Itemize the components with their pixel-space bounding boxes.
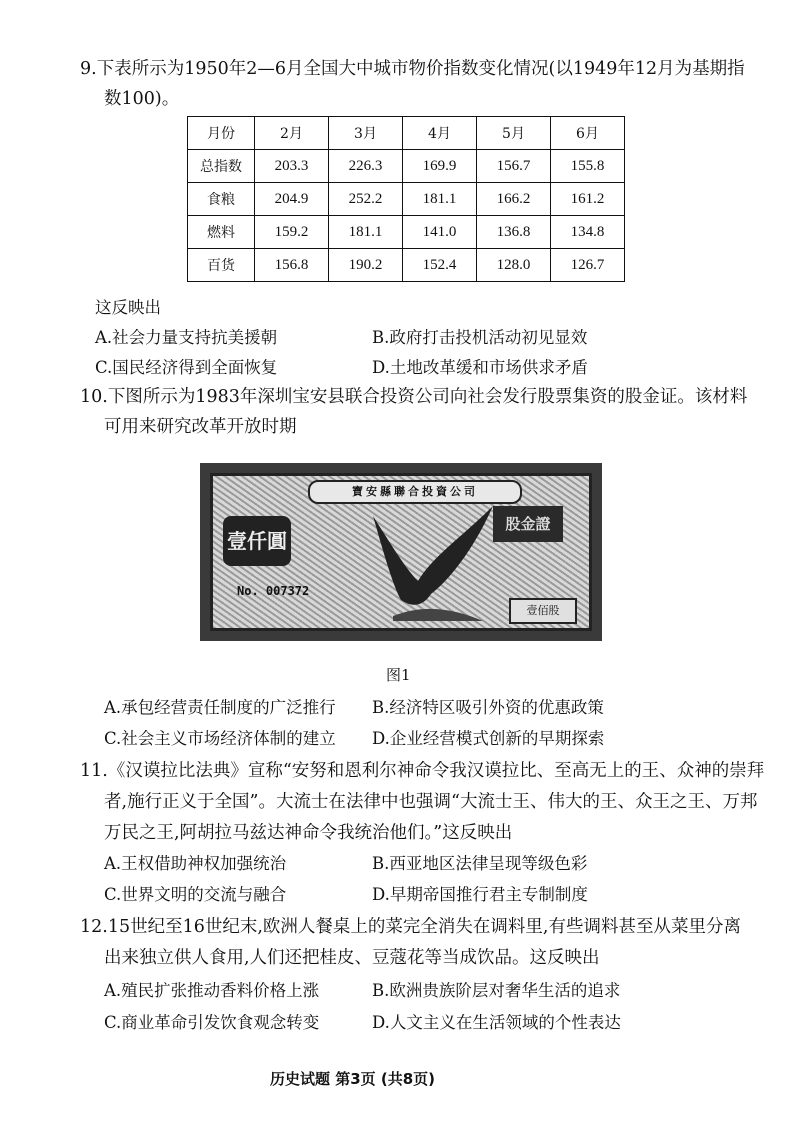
- eagle-icon: [353, 496, 503, 631]
- table-row-label: 燃料: [188, 216, 255, 249]
- certificate-kind: 股金證: [493, 506, 563, 542]
- q10-option-a[interactable]: A.承包经营责任制度的广泛推行: [104, 698, 336, 717]
- table-cell: 156.7: [477, 150, 551, 183]
- q12-option-b[interactable]: B.欧洲贵族阶层对奢华生活的追求: [372, 981, 621, 1000]
- q12-option-c[interactable]: C.商业革命引发饮食观念转变: [104, 1013, 320, 1032]
- q10-stem-line1: 10.下图所示为1983年深圳宝安县联合投资公司向社会发行股票集资的股金证。该材料: [80, 387, 748, 407]
- table-cell: 159.2: [255, 216, 329, 249]
- table-cell: 226.3: [329, 150, 403, 183]
- table-row: [188, 150, 625, 183]
- q9-stem-line1: 9.下表所示为1950年2—6月全国大中城市物价指数变化情况(以1949年12月为基期指: [80, 59, 745, 79]
- certificate-serial-number: No. 007372: [237, 584, 310, 598]
- table-row-label: 总指数: [188, 150, 255, 183]
- table-cell: 252.2: [329, 183, 403, 216]
- table-cell: 136.8: [477, 216, 551, 249]
- table-header-cell: 5月: [477, 117, 551, 150]
- table-header-row: [188, 117, 625, 150]
- q9-prompt: 这反映出: [95, 298, 161, 317]
- table-cell: 134.8: [551, 216, 625, 249]
- table-cell: 190.2: [329, 249, 403, 282]
- table-cell: 204.9: [255, 183, 329, 216]
- table-cell: 161.2: [551, 183, 625, 216]
- table-row: [188, 249, 625, 282]
- q11-stem-line2: 者,施行正义于全国”。大流士在法律中也强调“大流士王、伟大的王、众王之王、万邦: [104, 792, 758, 812]
- table-row: [188, 183, 625, 216]
- certificate-issuer-title: 寶安縣聯合投資公司: [308, 480, 522, 504]
- price-index-table: [187, 116, 625, 282]
- q12-stem-line1: 12.15世纪至16世纪末,欧洲人餐桌上的菜完全消失在调料里,有些调料甚至从菜里分离: [80, 917, 741, 937]
- table-cell: 128.0: [477, 249, 551, 282]
- table-cell: 181.1: [403, 183, 477, 216]
- q9-option-c[interactable]: C.国民经济得到全面恢复: [95, 358, 278, 377]
- q11-option-c[interactable]: C.世界文明的交流与融合: [104, 885, 287, 904]
- q12-stem-line2: 出来独立供人食用,人们还把桂皮、豆蔻花等当成饮品。这反映出: [104, 948, 600, 968]
- table-header-cell: 3月: [329, 117, 403, 150]
- page-footer: 历史试题 第3页 (共8页): [270, 1070, 436, 1088]
- figure-caption: 图1: [386, 666, 411, 684]
- q11-stem-line1: 11.《汉谟拉比法典》宣称“安努和恩利尔神命令我汉谟拉比、至高无上的王、众神的崇拜: [80, 761, 765, 781]
- certificate-share-count: 壹佰股: [509, 598, 577, 624]
- table-cell: 155.8: [551, 150, 625, 183]
- q10-option-c[interactable]: C.社会主义市场经济体制的建立: [104, 729, 336, 748]
- q12-option-d[interactable]: D.人文主义在生活领域的个性表达: [372, 1013, 621, 1032]
- q11-option-a[interactable]: A.王权借助神权加强统治: [104, 854, 287, 873]
- table-header-cell: 4月: [403, 117, 477, 150]
- table-cell: 126.7: [551, 249, 625, 282]
- q10-option-b[interactable]: B.经济特区吸引外资的优惠政策: [372, 698, 604, 717]
- table-header-cell: 2月: [255, 117, 329, 150]
- table-header-cell: 6月: [551, 117, 625, 150]
- table-cell: 169.9: [403, 150, 477, 183]
- q9-option-b[interactable]: B.政府打击投机活动初见显效: [372, 328, 588, 347]
- q11-option-d[interactable]: D.早期帝国推行君主专制制度: [372, 885, 588, 904]
- table-cell: 181.1: [329, 216, 403, 249]
- certificate-denomination: 壹仟圓: [223, 516, 291, 566]
- table-cell: 166.2: [477, 183, 551, 216]
- certificate-pattern: [210, 473, 592, 631]
- q9-stem-line2: 数100)。: [104, 89, 180, 109]
- table-row-label: 百货: [188, 249, 255, 282]
- q9-option-a[interactable]: A.社会力量支持抗美援朝: [95, 328, 278, 347]
- table-cell: 152.4: [403, 249, 477, 282]
- q10-option-d[interactable]: D.企业经营模式创新的早期探索: [372, 729, 605, 748]
- q11-stem-line3: 万民之王,阿胡拉马兹达神命令我统治他们。”这反映出: [104, 823, 513, 843]
- table-cell: 203.3: [255, 150, 329, 183]
- table-cell: 156.8: [255, 249, 329, 282]
- q11-option-b[interactable]: B.西亚地区法律呈现等级色彩: [372, 854, 588, 873]
- q9-option-d[interactable]: D.土地改革缓和市场供求矛盾: [372, 358, 588, 377]
- share-certificate-image: [200, 463, 602, 641]
- table-row: [188, 216, 625, 249]
- table-cell: 141.0: [403, 216, 477, 249]
- table-row-label: 食粮: [188, 183, 255, 216]
- table-header-cell: 月份: [188, 117, 255, 150]
- q10-stem-line2: 可用来研究改革开放时期: [104, 417, 297, 437]
- q12-option-a[interactable]: A.殖民扩张推动香料价格上涨: [104, 981, 320, 1000]
